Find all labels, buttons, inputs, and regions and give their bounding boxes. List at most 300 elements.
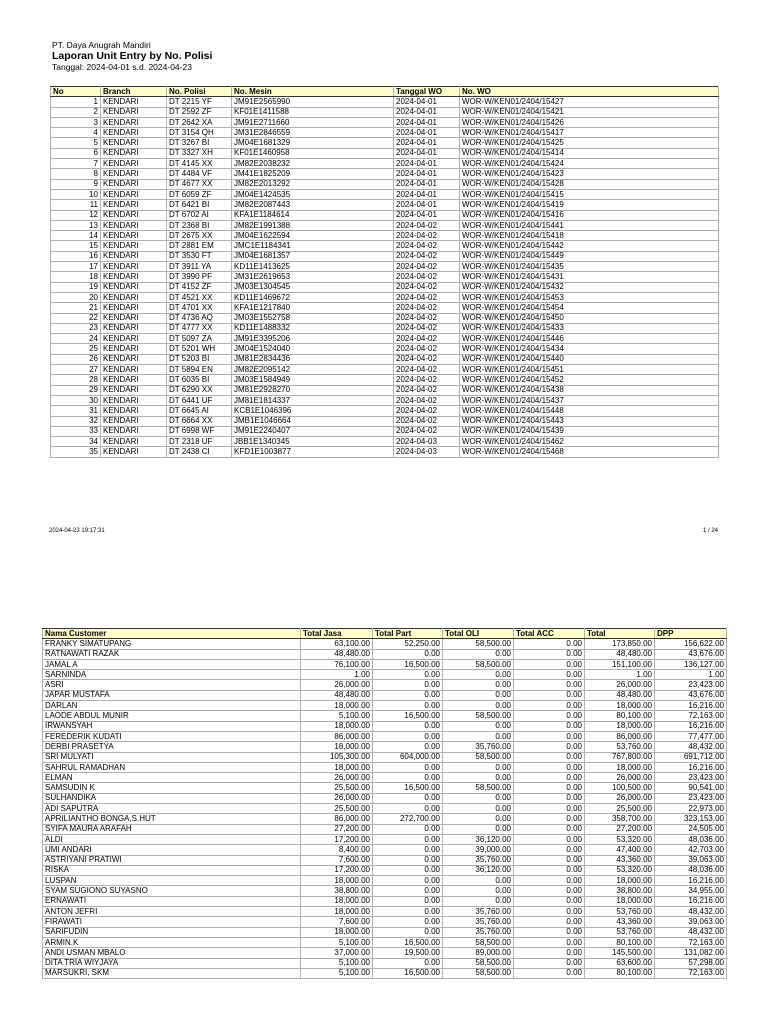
customer-row-cell: LUSPAN <box>43 876 301 886</box>
customer-row-cell: 7,600.00 <box>301 855 373 865</box>
customer-row-cell: 58,500.00 <box>443 752 514 762</box>
unit-row-cell: DT 6664 XX <box>167 416 232 426</box>
unit-row <box>51 395 719 405</box>
unit-row-cell: WOR-W/KEN01/2404/15451 <box>460 365 719 375</box>
unit-row-cell: KENDARI <box>101 416 167 426</box>
unit-row-cell: KCB1E1046396 <box>232 406 394 416</box>
customer-row <box>43 937 727 947</box>
unit-row-cell: 2024-04-02 <box>394 354 460 364</box>
customer-row-cell: SAHRUL RAMADHAN <box>43 762 301 772</box>
unit-row-cell: KENDARI <box>101 272 167 282</box>
customer-row-cell: 156,622.00 <box>655 639 727 649</box>
unit-row-cell: WOR-W/KEN01/2404/15468 <box>460 447 719 457</box>
unit-row-cell: WOR-W/KEN01/2404/15425 <box>460 138 719 148</box>
customer-row-cell: 0.00 <box>514 742 585 752</box>
unit-row-cell: 2024-04-01 <box>394 97 460 107</box>
unit-row-cell: KENDARI <box>101 128 167 138</box>
unit-row-cell: 2024-04-01 <box>394 138 460 148</box>
unit-row-cell: DT 6702 AI <box>167 210 232 220</box>
customer-row-cell: ANDI USMAN MBALO <box>43 948 301 958</box>
customer-row-cell: 63,600.00 <box>585 958 655 968</box>
customer-row-cell: 0.00 <box>373 855 443 865</box>
customer-row-cell: 0.00 <box>373 773 443 783</box>
customer-row-cell: 0.00 <box>373 731 443 741</box>
unit-row-cell: KFA1E1217840 <box>232 303 394 313</box>
customer-row-cell: 58,500.00 <box>443 958 514 968</box>
customer-row-cell: 27,200.00 <box>585 824 655 834</box>
unit-row-cell: KENDARI <box>101 97 167 107</box>
customer-row-cell: 53,320.00 <box>585 834 655 844</box>
unit-row-cell: JM04E1681329 <box>232 138 394 148</box>
unit-row-cell: DT 5894 EN <box>167 365 232 375</box>
unit-row <box>51 426 719 436</box>
unit-row-cell: 19 <box>51 282 101 292</box>
customer-row-cell: 24,505.00 <box>655 824 727 834</box>
customer-row-cell: 53,760.00 <box>585 907 655 917</box>
customer-row-cell: 5,100.00 <box>301 968 373 978</box>
unit-row-cell: WOR-W/KEN01/2404/15439 <box>460 426 719 436</box>
unit-row-cell: 15 <box>51 241 101 251</box>
unit-row-cell: 2024-04-01 <box>394 169 460 179</box>
unit-row-cell: KENDARI <box>101 169 167 179</box>
unit-row-cell: DT 2368 BI <box>167 220 232 230</box>
customer-row-cell: 0.00 <box>514 845 585 855</box>
customer-row-cell: 0.00 <box>514 711 585 721</box>
unit-row-cell: DT 3990 PF <box>167 272 232 282</box>
customer-row-cell: JAPAR MUSTAFA <box>43 690 301 700</box>
unit-row-cell: JMB1E1046664 <box>232 416 394 426</box>
unit-row-cell: KENDARI <box>101 179 167 189</box>
unit-row-cell: KENDARI <box>101 303 167 313</box>
customer-row-cell: 58,500.00 <box>443 968 514 978</box>
unit-row-cell: WOR-W/KEN01/2404/15452 <box>460 375 719 385</box>
customer-row-cell: 35,760.00 <box>443 742 514 752</box>
customer-row-cell: 5,100.00 <box>301 937 373 947</box>
customer-row-cell: 0.00 <box>373 824 443 834</box>
customer-row-cell: 0.00 <box>373 927 443 937</box>
customer-row-cell: 80,100.00 <box>585 711 655 721</box>
customer-row-cell: 7,600.00 <box>301 917 373 927</box>
unit-row-cell: JM81E2928270 <box>232 385 394 395</box>
unit-row-cell: 17 <box>51 262 101 272</box>
unit-row-cell: 34 <box>51 437 101 447</box>
unit-row-cell: 2024-04-01 <box>394 128 460 138</box>
customer-row-cell: 16,216.00 <box>655 896 727 906</box>
unit-row <box>51 128 719 138</box>
customer-row-cell: 18,000.00 <box>301 721 373 731</box>
unit-row-cell: 8 <box>51 169 101 179</box>
customer-row-cell: 16,500.00 <box>373 711 443 721</box>
unit-row-cell: KENDARI <box>101 159 167 169</box>
unit-row-cell: JM03E1584949 <box>232 375 394 385</box>
customer-row-header-0: Nama Customer <box>43 629 301 639</box>
unit-row-cell: DT 2438 CI <box>167 447 232 457</box>
customer-row-cell: 0.00 <box>373 834 443 844</box>
customer-row-cell: 0.00 <box>514 804 585 814</box>
customer-row-cell: ERNAWATI <box>43 896 301 906</box>
customer-row-cell: 131,082.00 <box>655 948 727 958</box>
customer-row-header-5: Total <box>585 629 655 639</box>
unit-row-cell: WOR-W/KEN01/2404/15418 <box>460 231 719 241</box>
customer-row-cell: 38,800.00 <box>301 886 373 896</box>
unit-row-cell: WOR-W/KEN01/2404/15442 <box>460 241 719 251</box>
unit-row-header-3: No. Mesin <box>232 87 394 97</box>
unit-row-cell: 29 <box>51 385 101 395</box>
customer-row-cell: FIRAWATI <box>43 917 301 927</box>
customer-row-cell: 16,500.00 <box>373 659 443 669</box>
customer-row <box>43 659 727 669</box>
customer-row-cell: 48,036.00 <box>655 865 727 875</box>
unit-row-cell: KENDARI <box>101 107 167 117</box>
customer-row <box>43 804 727 814</box>
customer-row <box>43 649 727 659</box>
unit-row <box>51 251 719 261</box>
customer-row-cell: 0.00 <box>514 824 585 834</box>
unit-row-cell: JM04E1622594 <box>232 231 394 241</box>
unit-row-cell: 2024-04-02 <box>394 426 460 436</box>
unit-row <box>51 159 719 169</box>
unit-row-cell: WOR-W/KEN01/2404/15438 <box>460 385 719 395</box>
unit-row-cell: WOR-W/KEN01/2404/15417 <box>460 128 719 138</box>
customer-row-cell: 18,000.00 <box>301 876 373 886</box>
customer-row-cell: 0.00 <box>373 742 443 752</box>
unit-row <box>51 262 719 272</box>
customer-row-cell: FRANKY SIMATUPANG <box>43 639 301 649</box>
unit-row-cell: DT 5201 WH <box>167 344 232 354</box>
customer-row <box>43 814 727 824</box>
unit-row-cell: KENDARI <box>101 323 167 333</box>
unit-row-cell: JM31E2846559 <box>232 128 394 138</box>
customer-row-cell: 39,000.00 <box>443 845 514 855</box>
customer-row-cell: 86,000.00 <box>585 731 655 741</box>
unit-row-cell: DT 3530 FT <box>167 251 232 261</box>
unit-row <box>51 107 719 117</box>
customer-row-cell: 42,703.00 <box>655 845 727 855</box>
customer-row <box>43 711 727 721</box>
unit-row <box>51 406 719 416</box>
customer-row <box>43 834 727 844</box>
customer-row-cell: 48,480.00 <box>585 690 655 700</box>
unit-row-cell: JM81E1814337 <box>232 395 394 405</box>
customer-row-cell: 72,163.00 <box>655 937 727 947</box>
unit-row-cell: JM03E1552758 <box>232 313 394 323</box>
customer-row <box>43 731 727 741</box>
unit-row-cell: 21 <box>51 303 101 313</box>
unit-row-cell: DT 2318 UF <box>167 437 232 447</box>
customer-row-cell: JAMAL A <box>43 659 301 669</box>
customer-row-cell: 89,000.00 <box>443 948 514 958</box>
customer-row-cell: LAODE ABDUL MUNIR <box>43 711 301 721</box>
customer-row-cell: 90,541.00 <box>655 783 727 793</box>
customer-row <box>43 876 727 886</box>
unit-row <box>51 210 719 220</box>
customer-row-cell: 136,127.00 <box>655 659 727 669</box>
customer-row-cell: 16,500.00 <box>373 968 443 978</box>
customer-row-cell: 0.00 <box>443 876 514 886</box>
unit-row-cell: WOR-W/KEN01/2404/15443 <box>460 416 719 426</box>
customer-row-cell: 0.00 <box>514 639 585 649</box>
customer-row-cell: 18,000.00 <box>301 701 373 711</box>
customer-row-cell: 0.00 <box>514 907 585 917</box>
unit-row-cell: 2024-04-02 <box>394 272 460 282</box>
unit-row-cell: KENDARI <box>101 189 167 199</box>
unit-row-cell: WOR-W/KEN01/2404/15424 <box>460 159 719 169</box>
customer-row-cell: 38,800.00 <box>585 886 655 896</box>
customer-row-cell: 18,000.00 <box>301 896 373 906</box>
unit-row <box>51 189 719 199</box>
customer-row-cell: 1.00 <box>655 670 727 680</box>
customer-row-cell: APRILIANTHO BONGA,S.HUT <box>43 814 301 824</box>
customer-row-cell: 8,400.00 <box>301 845 373 855</box>
unit-row-cell: JM82E2095142 <box>232 365 394 375</box>
unit-row-cell: 31 <box>51 406 101 416</box>
customer-row-cell: 105,300.00 <box>301 752 373 762</box>
unit-row-cell: KENDARI <box>101 241 167 251</box>
unit-row-cell: 2024-04-02 <box>394 365 460 375</box>
unit-row-cell: KF01E1460958 <box>232 148 394 158</box>
customer-row-cell: 37,000.00 <box>301 948 373 958</box>
unit-row-cell: DT 5097 ZA <box>167 334 232 344</box>
unit-row-cell: 25 <box>51 344 101 354</box>
report-header <box>52 40 212 73</box>
customer-row-cell: 86,000.00 <box>301 814 373 824</box>
unit-row <box>51 303 719 313</box>
customer-row-cell: 18,000.00 <box>301 742 373 752</box>
unit-row-cell: WOR-W/KEN01/2404/15433 <box>460 323 719 333</box>
customer-row-cell: 43,676.00 <box>655 690 727 700</box>
unit-row-cell: KENDARI <box>101 148 167 158</box>
customer-row <box>43 773 727 783</box>
customer-row-cell: 0.00 <box>514 690 585 700</box>
customer-row-cell: RISKA <box>43 865 301 875</box>
unit-row-cell: JBB1E1340345 <box>232 437 394 447</box>
unit-row-cell: 2024-04-02 <box>394 375 460 385</box>
unit-row-cell: DT 6290 XX <box>167 385 232 395</box>
unit-row-cell: JM82E1991388 <box>232 220 394 230</box>
unit-row-cell: JM81E2834436 <box>232 354 394 364</box>
customer-row-cell: 34,955.00 <box>655 886 727 896</box>
unit-row <box>51 97 719 107</box>
unit-row-cell: DT 4484 VF <box>167 169 232 179</box>
unit-row-cell: DT 3267 BI <box>167 138 232 148</box>
customer-row <box>43 948 727 958</box>
customer-row-cell: SAMSUDIN K <box>43 783 301 793</box>
customer-row-cell: 18,000.00 <box>585 896 655 906</box>
unit-row-cell: WOR-W/KEN01/2404/15432 <box>460 282 719 292</box>
customer-row-cell: 26,000.00 <box>301 680 373 690</box>
customer-row-cell: 1.00 <box>301 670 373 680</box>
unit-row-cell: 16 <box>51 251 101 261</box>
customer-row-cell: 0.00 <box>514 876 585 886</box>
customer-row-cell: 18,000.00 <box>301 907 373 917</box>
customer-row-header-2: Total Part <box>373 629 443 639</box>
customer-row-cell: 26,000.00 <box>585 793 655 803</box>
customer-row-cell: 58,500.00 <box>443 659 514 669</box>
customer-row <box>43 968 727 978</box>
customer-row-cell: 76,100.00 <box>301 659 373 669</box>
unit-row-cell: 2024-04-03 <box>394 447 460 457</box>
customer-row-cell: 26,000.00 <box>301 793 373 803</box>
unit-row-cell: KENDARI <box>101 344 167 354</box>
unit-row-cell: JM91E2711660 <box>232 117 394 127</box>
unit-entry-table <box>50 86 719 458</box>
report-title: Laporan Unit Entry by No. Polisi <box>52 50 213 62</box>
customer-row-cell: 26,000.00 <box>301 773 373 783</box>
customer-row <box>43 855 727 865</box>
customer-row-cell: 0.00 <box>514 659 585 669</box>
customer-row-cell: 0.00 <box>514 783 585 793</box>
customer-row-cell: 18,000.00 <box>585 876 655 886</box>
unit-row-cell: WOR-W/KEN01/2404/15440 <box>460 354 719 364</box>
unit-row-cell: KENDARI <box>101 292 167 302</box>
unit-row-cell: KENDARI <box>101 385 167 395</box>
unit-row-cell: 2024-04-02 <box>394 313 460 323</box>
customer-row-cell: 35,760.00 <box>443 907 514 917</box>
unit-row-cell: 3 <box>51 117 101 127</box>
customer-row <box>43 742 727 752</box>
customer-row-cell: ARMIN.K <box>43 937 301 947</box>
period-label: Tanggal: <box>52 62 85 72</box>
unit-row <box>51 354 719 364</box>
customer-row-cell: 0.00 <box>443 896 514 906</box>
unit-row-header-4: Tanggal WO <box>394 87 460 97</box>
customer-row-cell: 0.00 <box>373 896 443 906</box>
customer-row-cell: ASRI <box>43 680 301 690</box>
unit-row-header-1: Branch <box>101 87 167 97</box>
unit-row <box>51 220 719 230</box>
customer-row-header-4: Total ACC <box>514 629 585 639</box>
customer-row-cell: 80,100.00 <box>585 937 655 947</box>
unit-row-cell: 2024-04-01 <box>394 179 460 189</box>
unit-row-cell: DT 3154 QH <box>167 128 232 138</box>
unit-row-cell: 2024-04-02 <box>394 344 460 354</box>
unit-row-cell: 30 <box>51 395 101 405</box>
customer-row-cell: SARIFUDIN <box>43 927 301 937</box>
customer-row-cell: 0.00 <box>373 762 443 772</box>
unit-row-cell: JM04E1681357 <box>232 251 394 261</box>
unit-row-cell: DT 4521 XX <box>167 292 232 302</box>
customer-row-cell: 358,700.00 <box>585 814 655 824</box>
unit-row-cell: DT 2881 EM <box>167 241 232 251</box>
unit-row-cell: KENDARI <box>101 313 167 323</box>
customer-row-cell: 0.00 <box>443 804 514 814</box>
customer-row-cell: 16,216.00 <box>655 762 727 772</box>
unit-row-cell: 26 <box>51 354 101 364</box>
report-period <box>52 62 212 73</box>
unit-row <box>51 282 719 292</box>
unit-row <box>51 292 719 302</box>
customer-row-cell: 0.00 <box>514 670 585 680</box>
unit-row <box>51 169 719 179</box>
unit-row-cell: 23 <box>51 323 101 333</box>
customer-row-cell: 0.00 <box>514 948 585 958</box>
customer-row <box>43 886 727 896</box>
customer-row-cell: 767,800.00 <box>585 752 655 762</box>
customer-row-cell: 272,700.00 <box>373 814 443 824</box>
customer-row-cell: MARSUKRI, SKM <box>43 968 301 978</box>
customer-row-cell: 43,676.00 <box>655 649 727 659</box>
customer-row-cell: 18,000.00 <box>301 762 373 772</box>
customer-row-cell: 0.00 <box>514 762 585 772</box>
unit-row-cell: JM91E2240407 <box>232 426 394 436</box>
customer-row-cell: 22,973.00 <box>655 804 727 814</box>
customer-row-cell: 18,000.00 <box>585 721 655 731</box>
customer-row-cell: 58,500.00 <box>443 639 514 649</box>
customer-row-cell: 17,200.00 <box>301 865 373 875</box>
customer-row-cell: 0.00 <box>514 814 585 824</box>
customer-row-cell: ELMAN <box>43 773 301 783</box>
customer-row <box>43 907 727 917</box>
customer-row <box>43 845 727 855</box>
unit-row-header-5: No. WO <box>460 87 719 97</box>
customer-row-cell: ADI SAPUTRA <box>43 804 301 814</box>
customer-row-cell: 72,163.00 <box>655 968 727 978</box>
customer-row-cell: 43,360.00 <box>585 917 655 927</box>
unit-row-cell: WOR-W/KEN01/2404/15428 <box>460 179 719 189</box>
unit-row-cell: DT 4145 XX <box>167 159 232 169</box>
customer-row-cell: 0.00 <box>443 731 514 741</box>
customer-row-cell: 0.00 <box>514 958 585 968</box>
unit-row-cell: 2024-04-01 <box>394 210 460 220</box>
unit-row-cell: DT 4152 ZF <box>167 282 232 292</box>
customer-row-cell: 5,100.00 <box>301 711 373 721</box>
customer-row-cell: 36,120.00 <box>443 834 514 844</box>
unit-row-cell: DT 3327 XH <box>167 148 232 158</box>
customer-row-cell: 72,163.00 <box>655 711 727 721</box>
customer-row-cell: DITA TRIA WIYJAYA <box>43 958 301 968</box>
customer-row-cell: 23,423.00 <box>655 793 727 803</box>
unit-row-cell: WOR-W/KEN01/2404/15446 <box>460 334 719 344</box>
unit-row-cell: WOR-W/KEN01/2404/15453 <box>460 292 719 302</box>
customer-row-cell: ASTRIYANI PRATIWI <box>43 855 301 865</box>
unit-row-cell: 20 <box>51 292 101 302</box>
customer-row-cell: 0.00 <box>373 804 443 814</box>
unit-row-cell: KD11E1413625 <box>232 262 394 272</box>
customer-row <box>43 958 727 968</box>
unit-row <box>51 179 719 189</box>
unit-row-cell: WOR-W/KEN01/2404/15416 <box>460 210 719 220</box>
unit-row-cell: 2024-04-02 <box>394 220 460 230</box>
customer-row-cell: 0.00 <box>514 793 585 803</box>
customer-row-cell: 35,760.00 <box>443 917 514 927</box>
customer-row-cell: 0.00 <box>514 701 585 711</box>
customer-row-cell: 100,500.00 <box>585 783 655 793</box>
unit-row <box>51 231 719 241</box>
unit-row-cell: JMC1E1184341 <box>232 241 394 251</box>
customer-row <box>43 865 727 875</box>
customer-row-cell: 39,063.00 <box>655 855 727 865</box>
unit-row-cell: KD11E1488332 <box>232 323 394 333</box>
unit-row-cell: WOR-W/KEN01/2404/15423 <box>460 169 719 179</box>
unit-row-cell: 2 <box>51 107 101 117</box>
unit-row-cell: 35 <box>51 447 101 457</box>
customer-row-cell: 58,500.00 <box>443 711 514 721</box>
unit-row-cell: KENDARI <box>101 395 167 405</box>
unit-row-cell: WOR-W/KEN01/2404/15415 <box>460 189 719 199</box>
unit-row-cell: 1 <box>51 97 101 107</box>
customer-row <box>43 690 727 700</box>
customer-row-cell: 25,500.00 <box>301 804 373 814</box>
unit-row-cell: 2024-04-02 <box>394 334 460 344</box>
unit-row-cell: JM82E2087443 <box>232 200 394 210</box>
customer-row-cell: 39,063.00 <box>655 917 727 927</box>
unit-row-cell: KFD1E1003877 <box>232 447 394 457</box>
unit-row-header-0: No <box>51 87 101 97</box>
customer-row-cell: 0.00 <box>443 762 514 772</box>
unit-row-cell: JM91E3395206 <box>232 334 394 344</box>
customer-row-cell: 0.00 <box>373 958 443 968</box>
unit-row-cell: KENDARI <box>101 426 167 436</box>
